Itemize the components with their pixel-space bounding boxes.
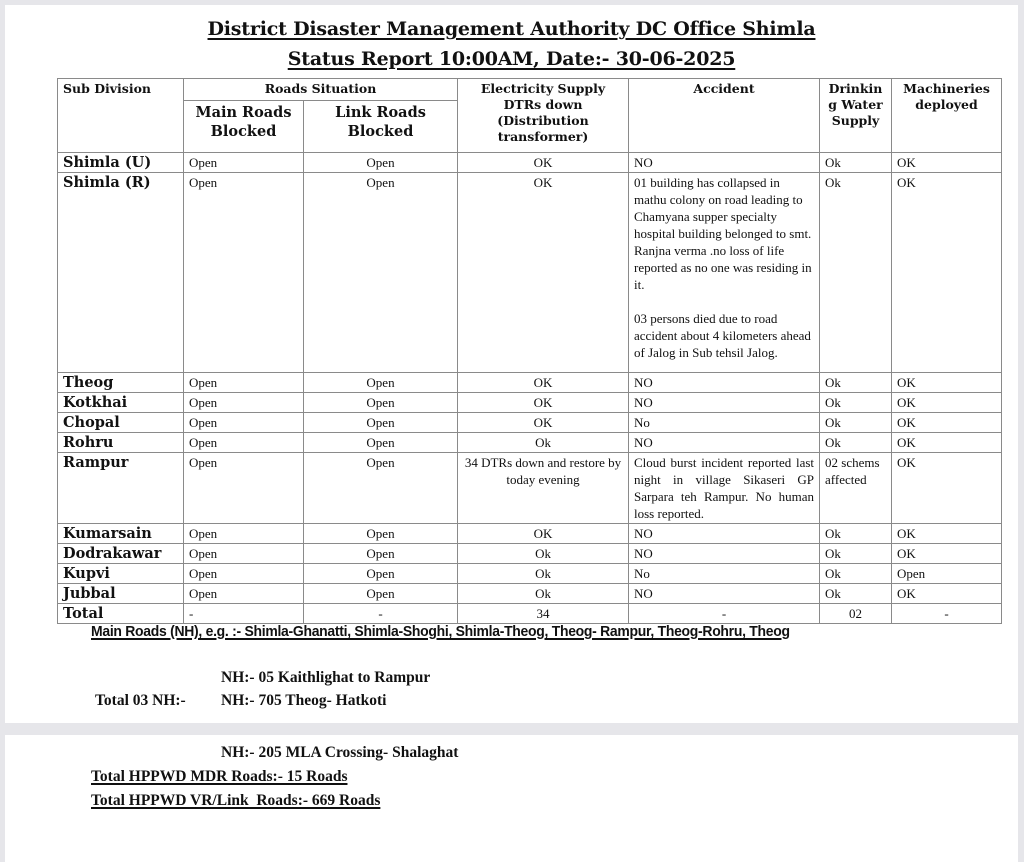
nh-item-3: NH:- 205 MLA Crossing- Shalaghat — [221, 744, 459, 761]
table-row — [58, 453, 1002, 524]
link-roads-status: Open — [304, 433, 458, 453]
main-roads-status: Open — [184, 373, 304, 393]
header-electricity: Electricity Supply DTRs down (Distribution transformer) — [458, 79, 629, 153]
electricity-status: OK — [458, 393, 629, 413]
nh-item-1: NH:- 05 Kaithlighat to Rampur — [221, 669, 431, 686]
sub-division-name: Kupvi — [58, 564, 184, 584]
link-roads-status: Open — [304, 393, 458, 413]
machineries-status: OK — [892, 544, 1002, 564]
machineries-status: OK — [892, 584, 1002, 604]
accident-status: NO — [629, 524, 820, 544]
main-roads-note: Main Roads (NH), e.g. :- Shimla-Ghanatti, Shimla-Shoghi, Shimla-Theog, Theog- Rampur, Theog-Rohru, Theog — [91, 623, 790, 640]
electricity-status: OK — [458, 373, 629, 393]
table-row — [58, 524, 1002, 544]
accident-status: NO — [629, 393, 820, 413]
header-accident: Accident — [629, 79, 820, 153]
water-status: Ok — [820, 413, 892, 433]
sub-division-name: Rampur — [58, 453, 184, 524]
machineries-status: OK — [892, 173, 1002, 373]
accident-status: Cloud burst incident reported last night in village Sikaseri GP Sarpara teh Rampur. No human loss reported. — [629, 453, 820, 524]
electricity-status: Ok — [458, 544, 629, 564]
water-status: Ok — [820, 393, 892, 413]
water-status: Ok — [820, 544, 892, 564]
header-roads-situation: Roads Situation — [184, 79, 458, 101]
main-roads-status: Open — [184, 433, 304, 453]
status-table — [57, 78, 1002, 624]
electricity-status: Ok — [458, 433, 629, 453]
main-roads-status: Open — [184, 453, 304, 524]
sub-division-name: Kotkhai — [58, 393, 184, 413]
machineries-status: OK — [892, 413, 1002, 433]
link-roads-status: Open — [304, 584, 458, 604]
sub-division-name: Kumarsain — [58, 524, 184, 544]
electricity-status: Ok — [458, 584, 629, 604]
link-roads-status: Open — [304, 524, 458, 544]
machineries-status: OK — [892, 433, 1002, 453]
water-status: Ok — [820, 153, 892, 173]
header-sub-division: Sub Division — [58, 79, 184, 153]
accident-report-1: 01 building has collapsed in mathu colony on road leading to Chamyana supper specialty hospital building belonged to smt. Ranjna verma .no loss of life reported as no one was residing in it. — [634, 175, 812, 292]
table-row — [58, 393, 1002, 413]
total-label: Total — [58, 604, 184, 624]
total-link-roads: - — [304, 604, 458, 624]
water-status: Ok — [820, 173, 892, 373]
machineries-status: OK — [892, 373, 1002, 393]
table-row — [58, 173, 1002, 373]
header-main-roads: Main Roads Blocked — [184, 101, 304, 153]
main-roads-status: Open — [184, 173, 304, 373]
accident-status: No — [629, 564, 820, 584]
link-roads-status: Open — [304, 173, 458, 373]
document-page-2 — [5, 735, 1018, 862]
electricity-status: Ok — [458, 564, 629, 584]
total-accident: - — [629, 604, 820, 624]
water-status: Ok — [820, 564, 892, 584]
header-drinking-water: Drinkin g Water Supply — [820, 79, 892, 153]
document-page-1 — [5, 5, 1018, 723]
report-title — [5, 18, 1018, 40]
main-roads-status: Open — [184, 524, 304, 544]
main-roads-status: Open — [184, 564, 304, 584]
sub-division-name: Chopal — [58, 413, 184, 433]
sub-division-name: Shimla (U) — [58, 153, 184, 173]
link-roads-status: Open — [304, 453, 458, 524]
machineries-status: OK — [892, 153, 1002, 173]
title-text: District Disaster Management Authority DC Office Shimla — [207, 18, 816, 40]
electricity-status: OK — [458, 173, 629, 373]
accident-report-2: 03 persons died due to road accident about 4 kilometers ahead of Jalog in Sub tehsil Jalog. — [634, 311, 811, 360]
sub-division-name: Theog — [58, 373, 184, 393]
total-water: 02 — [820, 604, 892, 624]
accident-status: NO — [629, 153, 820, 173]
accident-status: NO — [629, 373, 820, 393]
sub-division-name: Rohru — [58, 433, 184, 453]
subtitle-text: Status Report 10:00AM, Date:- 30-06-2025 — [287, 48, 736, 70]
water-status: 02 schems affected — [820, 453, 892, 524]
main-roads-status: Open — [184, 584, 304, 604]
total-main-roads: - — [184, 604, 304, 624]
accident-status: NO — [629, 433, 820, 453]
link-roads-total: Total HPPWD VR/Link Roads:- 669 Roads — [91, 792, 381, 809]
link-roads-status: Open — [304, 564, 458, 584]
total-row — [58, 604, 1002, 624]
water-status: Ok — [820, 524, 892, 544]
nh-total-label: Total 03 NH:- — [95, 692, 186, 709]
table-row — [58, 153, 1002, 173]
electricity-status: OK — [458, 153, 629, 173]
machineries-status: OK — [892, 524, 1002, 544]
electricity-status: 34 DTRs down and restore by today evening — [458, 453, 629, 524]
nh-item-2: NH:- 705 Theog- Hatkoti — [221, 692, 387, 709]
water-status: Ok — [820, 433, 892, 453]
total-machineries: - — [892, 604, 1002, 624]
link-roads-status: Open — [304, 413, 458, 433]
header-link-roads: Link Roads Blocked — [304, 101, 458, 153]
total-electricity: 34 — [458, 604, 629, 624]
link-roads-status: Open — [304, 153, 458, 173]
main-roads-status: Open — [184, 544, 304, 564]
table-row — [58, 584, 1002, 604]
table-row — [58, 413, 1002, 433]
main-roads-status: Open — [184, 413, 304, 433]
accident-status: No — [629, 413, 820, 433]
sub-division-name: Dodrakawar — [58, 544, 184, 564]
link-roads-status: Open — [304, 544, 458, 564]
machineries-status: OK — [892, 453, 1002, 524]
water-status: Ok — [820, 373, 892, 393]
electricity-status: OK — [458, 524, 629, 544]
link-roads-status: Open — [304, 373, 458, 393]
water-status: Ok — [820, 584, 892, 604]
main-roads-status: Open — [184, 393, 304, 413]
table-row — [58, 433, 1002, 453]
table-row — [58, 544, 1002, 564]
table-row — [58, 564, 1002, 584]
main-roads-status: Open — [184, 153, 304, 173]
table-row — [58, 373, 1002, 393]
accident-status: NO — [629, 584, 820, 604]
electricity-status: OK — [458, 413, 629, 433]
report-subtitle — [5, 48, 1018, 70]
sub-division-name: Shimla (R) — [58, 173, 184, 373]
accident-status: NO — [629, 544, 820, 564]
sub-division-name: Jubbal — [58, 584, 184, 604]
mdr-roads-total: Total HPPWD MDR Roads:- 15 Roads — [91, 768, 348, 785]
machineries-status: OK — [892, 393, 1002, 413]
header-machineries: Machineries deployed — [892, 79, 1002, 153]
machineries-status: Open — [892, 564, 1002, 584]
accident-status — [629, 173, 820, 373]
